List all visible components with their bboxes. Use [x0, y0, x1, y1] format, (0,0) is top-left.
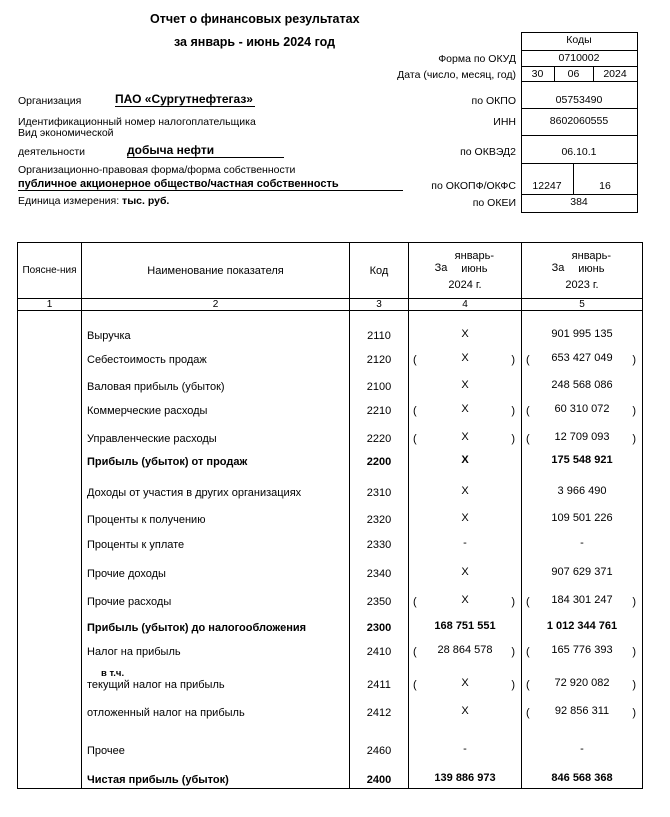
value-text: 168 751 551	[434, 619, 496, 632]
paren-open: (	[413, 678, 417, 691]
code-cell: 2100	[350, 368, 409, 395]
code-cell: 2412	[350, 693, 409, 721]
indicator-name	[82, 311, 350, 344]
previous-value-cell	[522, 447, 643, 470]
value-text: -	[580, 536, 584, 549]
value-text: 248 568 086	[551, 378, 613, 391]
note-cell	[18, 610, 82, 636]
code-cell: 2210	[350, 395, 409, 419]
value-text: X	[461, 565, 469, 578]
previous-value-cell	[522, 636, 643, 660]
previous-value-cell	[522, 553, 643, 582]
paren-open: (	[526, 678, 530, 691]
code-cell: 2110	[350, 311, 409, 344]
report-title: Отчет о финансовых результатах	[150, 12, 360, 26]
code-cell: 2310	[350, 470, 409, 501]
indicator-name	[82, 582, 350, 610]
indicator-label: Управленческие расходы	[87, 432, 217, 445]
paren-close: )	[511, 404, 515, 417]
indicator-name	[82, 419, 350, 447]
code-cell: 2350	[350, 582, 409, 610]
indicator-sublabel: в т.ч.	[101, 667, 125, 679]
value-text: 60 310 072	[554, 402, 610, 415]
indicator-name	[82, 501, 350, 528]
value-text: 1 012 344 761	[546, 619, 618, 632]
okud-value: 0710002	[558, 52, 600, 64]
note-cell	[18, 582, 82, 610]
okopf-value: 12247	[532, 180, 562, 192]
previous-value-cell	[522, 759, 643, 789]
table-row	[18, 395, 643, 419]
note-cell	[18, 419, 82, 447]
indicator-label: Прочие доходы	[87, 567, 166, 580]
table-row	[18, 447, 643, 470]
value-text: 846 568 368	[551, 772, 613, 784]
previous-value-cell	[522, 344, 643, 368]
indicator-label: Валовая прибыль (убыток)	[87, 380, 225, 393]
value-text: 72 920 082	[554, 676, 610, 689]
paren-close: )	[632, 353, 636, 366]
indicator-name	[82, 528, 350, 553]
current-value-cell	[409, 528, 522, 553]
value-text: 92 856 311	[554, 704, 610, 717]
header-previous: Заянварь-июнь 2023 г.	[522, 243, 643, 299]
value-text: 139 886 973	[434, 772, 496, 784]
paren-open: (	[526, 353, 530, 366]
table-row	[18, 721, 643, 759]
indicator-label: Проценты к уплате	[87, 538, 185, 551]
current-value-cell	[409, 501, 522, 528]
current-value-cell	[409, 610, 522, 636]
note-cell	[18, 447, 82, 470]
value-text: 3 966 490	[557, 484, 607, 497]
indicator-label: Доходы от участия в других организациях	[87, 486, 302, 499]
value-text: X	[461, 453, 469, 466]
paren-close: )	[511, 595, 515, 608]
current-value-cell	[409, 419, 522, 447]
table-row	[18, 582, 643, 610]
table-row	[18, 759, 643, 789]
indicator-label: Прочие расходы	[87, 595, 172, 608]
value-text: 175 548 921	[551, 453, 613, 466]
current-value-cell	[409, 721, 522, 759]
current-value-cell	[409, 759, 522, 789]
value-text: 165 776 393	[551, 643, 613, 656]
previous-value-cell	[522, 721, 643, 759]
note-cell	[18, 368, 82, 395]
indicator-name	[82, 721, 350, 759]
note-cell	[18, 501, 82, 528]
okved-value: 06.10.1	[561, 146, 597, 158]
paren-open: (	[413, 595, 417, 608]
code-cell: 2411	[350, 660, 409, 693]
previous-value-cell	[522, 470, 643, 501]
note-cell	[18, 721, 82, 759]
previous-value-cell	[522, 528, 643, 553]
value-text: -	[463, 536, 467, 549]
header-code: Код	[350, 243, 409, 299]
indicator-name	[82, 693, 350, 721]
value-text: -	[580, 742, 584, 755]
value-text: X	[461, 593, 469, 606]
paren-open: (	[526, 706, 530, 719]
legal-form-label: Организационно-правовая форма/форма собственности	[18, 164, 296, 176]
okei-value: 384	[570, 196, 588, 208]
header-name: Наименование показателя	[82, 243, 350, 299]
indicator-name	[82, 636, 350, 660]
table-row	[18, 553, 643, 582]
date-day: 30	[531, 68, 544, 80]
value-text: X	[461, 704, 469, 717]
date-month: 06	[567, 68, 580, 80]
value-text: X	[461, 378, 469, 391]
header-current: Заянварь-июнь 2024 г.	[409, 243, 522, 299]
table-row	[18, 419, 643, 447]
previous-value-cell	[522, 610, 643, 636]
okfs-value: 16	[599, 180, 611, 192]
paren-close: )	[511, 353, 515, 366]
table-row	[18, 636, 643, 660]
value-text: 184 301 247	[551, 593, 613, 606]
note-cell	[18, 470, 82, 501]
paren-close: )	[632, 678, 636, 691]
okpo-value: 05753490	[555, 94, 603, 106]
table-row	[18, 470, 643, 501]
indicator-name	[82, 344, 350, 368]
code-cell: 2220	[350, 419, 409, 447]
value-text: -	[463, 742, 467, 755]
paren-close: )	[632, 595, 636, 608]
note-cell	[18, 759, 82, 789]
codes-heading: Коды	[566, 34, 592, 46]
current-value-cell	[409, 344, 522, 368]
current-value-cell	[409, 582, 522, 610]
code-cell: 2320	[350, 501, 409, 528]
column-numbers-row: 1 2 3 4 5	[18, 299, 643, 311]
indicator-label: Себестоимость продаж	[87, 353, 207, 366]
note-cell	[18, 660, 82, 693]
previous-value-cell	[522, 311, 643, 344]
value-text: X	[461, 430, 469, 443]
current-value-cell	[409, 368, 522, 395]
value-text: 12 709 093	[554, 430, 610, 443]
current-value-cell	[409, 395, 522, 419]
table-row	[18, 344, 643, 368]
current-value-cell	[409, 693, 522, 721]
legal-form-value: публичное акционерное общество/частная собственность	[18, 178, 403, 191]
code-cell: 2340	[350, 553, 409, 582]
activity-value: добыча нефти	[127, 143, 284, 158]
header-note: Поясне-ния	[18, 243, 82, 299]
okei-label: по ОКЕИ	[472, 197, 516, 209]
previous-value-cell	[522, 419, 643, 447]
value-text: X	[461, 484, 469, 497]
current-value-cell	[409, 660, 522, 693]
value-text: 28 864 578	[437, 643, 493, 656]
paren-close: )	[632, 645, 636, 658]
previous-value-cell	[522, 368, 643, 395]
paren-close: )	[632, 404, 636, 417]
paren-open: (	[413, 432, 417, 445]
paren-open: (	[526, 404, 530, 417]
paren-open: (	[413, 404, 417, 417]
paren-open: (	[526, 432, 530, 445]
value-text: 653 427 049	[551, 351, 613, 364]
value-text: 907 629 371	[551, 565, 613, 578]
note-cell	[18, 636, 82, 660]
org-label: Организация	[18, 95, 82, 107]
indicator-name	[82, 368, 350, 395]
indicator-name	[82, 447, 350, 470]
paren-close: )	[511, 678, 515, 691]
okpo-label: по ОКПО	[471, 95, 516, 107]
activity-label-2: деятельности	[18, 146, 85, 158]
indicator-label: отложенный налог на прибыль	[87, 706, 245, 719]
value-text: X	[461, 351, 469, 364]
unit-label: Единица измерения: тыс. руб.	[18, 195, 170, 207]
indicator-name	[82, 395, 350, 419]
current-value-cell	[409, 311, 522, 344]
paren-close: )	[511, 432, 515, 445]
indicator-label: Прочее	[87, 744, 125, 757]
table-row	[18, 311, 643, 344]
indicator-label: Чистая прибыль (убыток)	[87, 774, 229, 786]
indicator-name	[82, 660, 350, 693]
indicator-label: Налог на прибыль	[87, 645, 181, 658]
org-name: ПАО «Сургутнефтегаз»	[115, 92, 253, 106]
table-row	[18, 368, 643, 395]
paren-open: (	[413, 353, 417, 366]
code-cell: 2460	[350, 721, 409, 759]
paren-open: (	[413, 645, 417, 658]
current-value-cell	[409, 470, 522, 501]
indicator-label: Прибыль (убыток) до налогообложения	[87, 621, 307, 634]
inn-value: 8602060555	[549, 115, 609, 127]
code-cell: 2200	[350, 447, 409, 470]
value-text: X	[461, 511, 469, 524]
previous-value-cell	[522, 693, 643, 721]
indicator-name	[82, 470, 350, 501]
note-cell	[18, 528, 82, 553]
indicator-label: Выручка	[87, 329, 131, 342]
table-row	[18, 610, 643, 636]
inn-label: ИНН	[493, 116, 516, 128]
note-cell	[18, 395, 82, 419]
okud-label: Форма по ОКУД	[438, 53, 516, 65]
indicator-label: текущий налог на прибыль	[87, 678, 225, 691]
financial-results-table	[17, 242, 643, 789]
indicator-label: Проценты к получению	[87, 513, 206, 526]
indicator-name	[82, 553, 350, 582]
indicator-label: Прибыль (убыток) от продаж	[87, 455, 248, 468]
value-text: X	[461, 327, 469, 340]
value-text: X	[461, 402, 469, 415]
report-period: за январь - июнь 2024 год	[174, 35, 336, 49]
table-row	[18, 693, 643, 721]
previous-value-cell	[522, 395, 643, 419]
previous-value-cell	[522, 501, 643, 528]
previous-value-cell	[522, 660, 643, 693]
note-cell	[18, 693, 82, 721]
note-cell	[18, 344, 82, 368]
code-cell: 2330	[350, 528, 409, 553]
table-row	[18, 660, 643, 693]
okopf-label: по ОКОПФ/ОКФС	[431, 180, 516, 192]
value-text: 901 995 135	[551, 327, 613, 340]
table-row	[18, 501, 643, 528]
date-label: Дата (число, месяц, год)	[397, 69, 516, 81]
table-row	[18, 528, 643, 553]
note-cell	[18, 553, 82, 582]
unit-value: тыс. руб.	[122, 195, 170, 207]
code-cell: 2300	[350, 610, 409, 636]
current-value-cell	[409, 636, 522, 660]
paren-close: )	[632, 432, 636, 445]
note-cell	[18, 311, 82, 344]
current-value-cell	[409, 553, 522, 582]
inn-long-label: Идентификационный номер налогоплательщика	[18, 116, 256, 128]
value-text: 109 501 226	[551, 511, 613, 524]
code-cell: 2400	[350, 759, 409, 789]
indicator-name	[82, 759, 350, 789]
indicator-name	[82, 610, 350, 636]
previous-value-cell	[522, 582, 643, 610]
okved-label: по ОКВЭД2	[460, 146, 516, 158]
activity-label-1: Вид экономической	[18, 127, 114, 139]
paren-close: )	[511, 645, 515, 658]
paren-open: (	[526, 645, 530, 658]
paren-open: (	[526, 595, 530, 608]
date-year: 2024	[603, 68, 627, 80]
code-cell: 2120	[350, 344, 409, 368]
code-cell: 2410	[350, 636, 409, 660]
paren-close: )	[632, 706, 636, 719]
current-value-cell	[409, 447, 522, 470]
value-text: X	[461, 676, 469, 689]
indicator-label: Коммерческие расходы	[87, 404, 208, 417]
